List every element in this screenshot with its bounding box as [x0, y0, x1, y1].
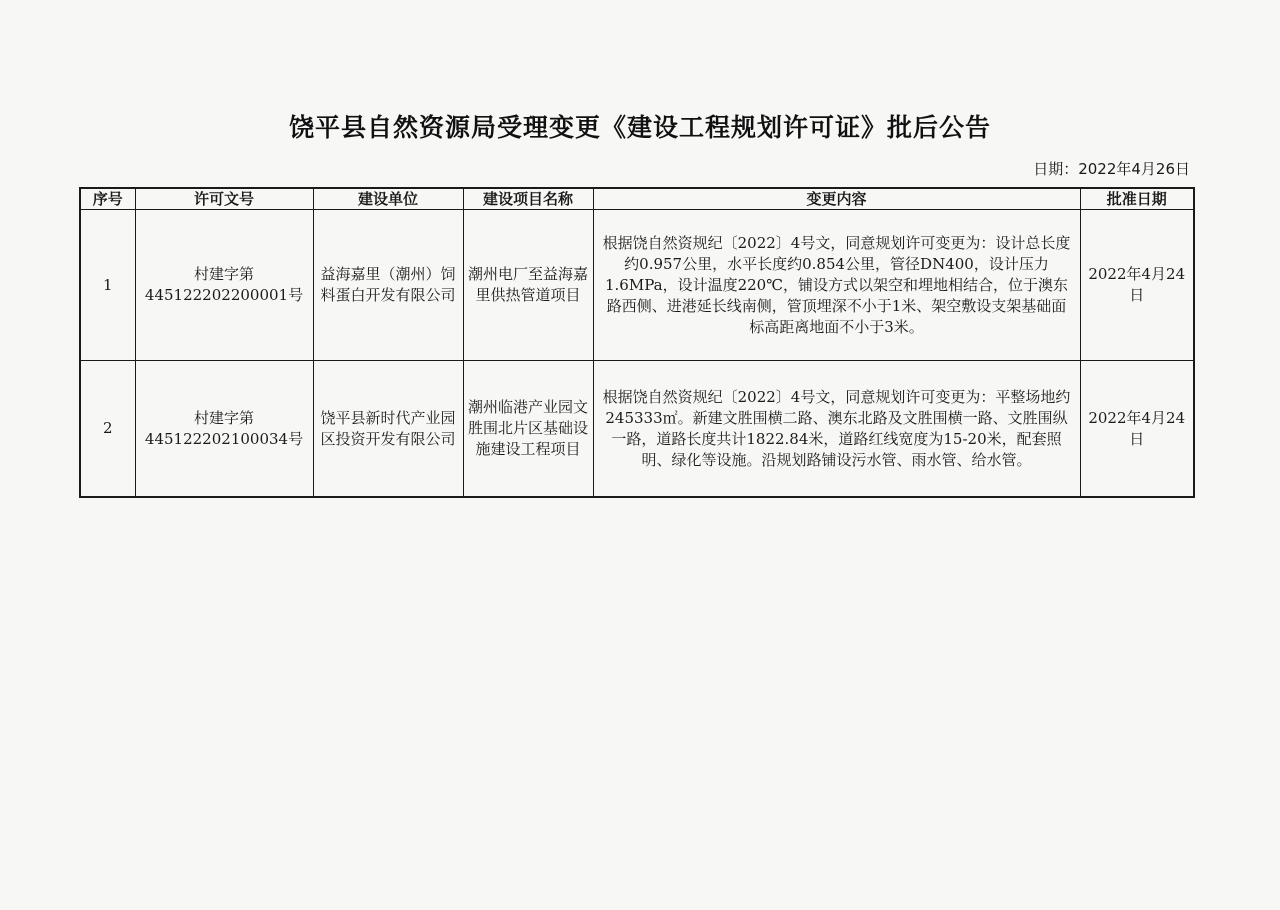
header-permit: 许可文号 [135, 188, 313, 210]
cell-permit: 村建字第445122202100034号 [135, 361, 313, 498]
cell-approved: 2022年4月24日 [1080, 361, 1194, 498]
table-row [80, 361, 1194, 498]
header-change: 变更内容 [593, 188, 1080, 210]
header-approved: 批准日期 [1080, 188, 1194, 210]
cell-change: 根据饶自然资规纪〔2022〕4号文，同意规划许可变更为：设计总长度约0.957公里，水平长度约0.854公里，管径DN400，设计压力1.6MPa，设计温度220℃，铺设方式以架空和埋地相结合，位于澳东路西侧、进港延长线南侧，管顶埋深不小于1米、架空敷设支架基础面标高距离地面不小于3米。 [593, 210, 1080, 361]
header-project: 建设项目名称 [463, 188, 593, 210]
cell-unit: 饶平县新时代产业园区投资开发有限公司 [313, 361, 463, 498]
header-unit: 建设单位 [313, 188, 463, 210]
table-row [80, 210, 1194, 361]
page-title: 饶平县自然资源局受理变更《建设工程规划许可证》批后公告 [288, 113, 991, 142]
header-no: 序号 [80, 188, 135, 210]
cell-no: 2 [80, 361, 135, 498]
cell-approved: 2022年4月24日 [1080, 210, 1194, 361]
cell-unit: 益海嘉里（潮州）饲料蛋白开发有限公司 [313, 210, 463, 361]
cell-project: 潮州临港产业园文胜围北片区基础设施建设工程项目 [463, 361, 593, 498]
announcement-date: 日期：2022年4月26日 [1033, 160, 1190, 178]
cell-project: 潮州电厂至益海嘉里供热管道项目 [463, 210, 593, 361]
approval-table [79, 187, 1195, 498]
cell-change: 根据饶自然资规纪〔2022〕4号文，同意规划许可变更为：平整场地约245333㎡。新建文胜围横二路、澳东北路及文胜围横一路、文胜围纵一路，道路长度共计1822.84米，道路红线宽度为15-20米，配套照明、绿化等设施。沿规划路铺设污水管、雨水管、给水管。 [593, 361, 1080, 498]
cell-no: 1 [80, 210, 135, 361]
cell-permit: 村建字第445122202200001号 [135, 210, 313, 361]
table-header-row [80, 188, 1194, 210]
